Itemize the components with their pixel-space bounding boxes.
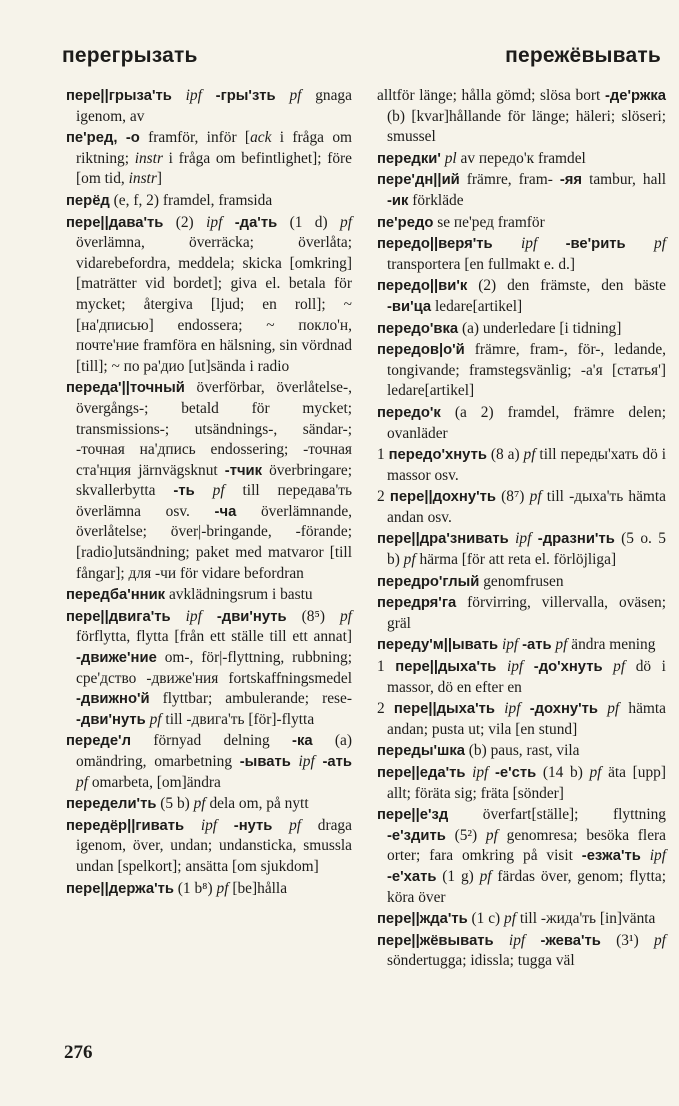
definition-text: transportera [en fullmakt e. d.] xyxy=(387,255,576,273)
definition-text: ändra mening xyxy=(567,636,656,654)
grammar-label: ipf xyxy=(649,847,666,865)
grammar-label: pf xyxy=(607,700,620,718)
dictionary-entry xyxy=(377,763,666,804)
headword: пере||держа'ть xyxy=(66,880,174,897)
subentry-form: -езжа'ть xyxy=(581,848,641,865)
subentry-form: -яя xyxy=(559,172,583,189)
subentry-form: -жева'ть xyxy=(540,932,601,949)
definition-text: (a 2) framdel, främre delen; ovanläder xyxy=(387,403,666,442)
definition-text: (1 d) xyxy=(277,213,341,231)
definition-text xyxy=(493,235,521,252)
column-left xyxy=(66,86,352,900)
definition-text xyxy=(171,608,186,625)
grammar-label: ipf xyxy=(298,753,315,770)
grammar-label: ipf xyxy=(504,700,521,718)
dictionary-entry xyxy=(377,340,666,402)
definition-text: draga igenom, över, undan; undansticka, smussla undan [spelkort]; ansätta [om sjukdom] xyxy=(76,816,352,875)
grammar-label: pf xyxy=(589,764,602,781)
dictionary-entry xyxy=(377,657,666,698)
definition-text: överlämnande, överlåtelse; över|-bringande, -förande; [radio]utsändning; paket med matvaror [till fångar]; для -чи för vidare befordran xyxy=(76,502,352,582)
definition-text: ledare[artikel] xyxy=(431,297,523,315)
headword: пере||е'зд xyxy=(377,807,449,824)
definition-text xyxy=(195,482,213,499)
definition-text: avklädningsrum i bastu xyxy=(165,586,313,604)
definition-text: till -дыха'ть hämta andan osv. xyxy=(387,488,667,526)
headword: передов|о'й xyxy=(377,342,465,359)
definition-text: i fråga om befintlighet]; före [om tid, xyxy=(76,149,353,188)
column-right xyxy=(377,86,666,973)
definition-text xyxy=(603,658,614,675)
dictionary-entry xyxy=(66,879,352,900)
definition-text xyxy=(217,817,234,834)
headword: пере||дра'знивать xyxy=(377,531,509,548)
definition-text: förvirring, villervalla, oväsen; gräl xyxy=(387,594,666,632)
definition-text xyxy=(272,817,289,834)
definition-text xyxy=(202,608,217,625)
definition-text: alltför länge; hålla gömd; slösa bort xyxy=(377,87,605,104)
subentry-form: -ывать xyxy=(239,754,291,770)
definition-text xyxy=(488,764,495,781)
definition-text: (1 c) xyxy=(467,910,505,928)
definition-text: i fråga om riktning; xyxy=(76,129,352,167)
definition-text: (5²) xyxy=(445,826,486,844)
definition-text xyxy=(537,235,565,252)
definition-text xyxy=(202,87,216,104)
dictionary-entry xyxy=(377,149,666,170)
definition-text: 1 xyxy=(377,658,396,676)
dictionary-entry xyxy=(377,909,666,930)
definition-text: (5 o. 5 b) xyxy=(387,530,666,569)
dictionary-entry xyxy=(377,931,666,972)
grammar-label: pf xyxy=(504,910,517,928)
subentry-form: -о xyxy=(125,130,140,147)
grammar-label: pf xyxy=(289,87,302,104)
definition-text: (1 b⁸) xyxy=(173,879,217,897)
grammar-label: pf xyxy=(212,482,225,500)
definition-text: dela om, på nytt xyxy=(205,795,309,813)
headword: передо||ви'к xyxy=(377,278,468,295)
dictionary-entry xyxy=(377,593,666,634)
headword: передря'га xyxy=(377,595,457,612)
subentry-form: -да'ть xyxy=(234,214,278,231)
headword: переде'л xyxy=(66,733,131,750)
definition-text: 2 xyxy=(377,488,390,506)
page-number: 276 xyxy=(64,1042,93,1063)
definition-text xyxy=(496,658,507,675)
headword: пере||жёвывать xyxy=(377,932,494,949)
subentry-form: -дви'нуть xyxy=(216,608,287,625)
grammar-label: pf xyxy=(289,816,302,834)
headword: передки' xyxy=(377,150,441,167)
dictionary-entry xyxy=(377,86,666,148)
definition-text: (3¹) xyxy=(600,931,654,949)
definition-text: [be]hålla xyxy=(228,879,288,897)
subentry-form: -гры'зть xyxy=(215,88,276,104)
running-head-right: пережёвывать xyxy=(505,44,661,67)
headword: передо||веря'ть xyxy=(377,236,493,253)
grammar-label: ack xyxy=(250,129,272,147)
dictionary-entry xyxy=(66,816,352,878)
definition-text xyxy=(495,700,504,717)
headword: передели'ть xyxy=(66,796,157,813)
dictionary-entry xyxy=(66,794,352,815)
dictionary-entry xyxy=(66,191,352,212)
dictionary-entry xyxy=(377,635,666,656)
dictionary-entry xyxy=(377,403,666,444)
grammar-label: ipf xyxy=(185,87,202,104)
definition-text: flyttbar; ambulerande; rese- xyxy=(149,690,352,708)
definition-text: omarbeta, [om]ändra xyxy=(87,773,221,791)
grammar-label: pl xyxy=(444,149,457,167)
headword: пе'редо xyxy=(377,214,434,231)
definition-text xyxy=(172,87,186,104)
headword: пере||еда'ть xyxy=(377,765,466,781)
grammar-label: pf xyxy=(555,636,568,654)
subentry-form: -ви'ца xyxy=(387,298,432,315)
definition-text: härma [för att reta el. förlöjliga] xyxy=(415,551,617,569)
subentry-form: -ать xyxy=(322,754,352,770)
headword: передро'глый xyxy=(377,573,480,590)
subentry-form: -движно'й xyxy=(76,691,150,708)
subentry-form: -дразни'ть xyxy=(537,531,615,548)
dictionary-entry xyxy=(377,741,666,762)
dictionary-entry xyxy=(377,170,666,211)
grammar-label: pf xyxy=(76,773,88,791)
subentry-form: -ик xyxy=(387,192,409,209)
dictionary-entry xyxy=(377,487,666,528)
headword: передба'нник xyxy=(66,587,166,604)
subentry-form: -е'хать xyxy=(387,868,437,885)
grammar-label: pf xyxy=(193,795,206,813)
definition-text xyxy=(525,932,540,949)
definition-text: förflytta, flytta [från ett ställe till ett annat] xyxy=(76,628,352,646)
definition-text: (8 a) xyxy=(486,446,524,464)
definition-text: 1 xyxy=(377,446,389,464)
dictionary-entry xyxy=(377,572,666,593)
grammar-label: pf xyxy=(149,710,162,728)
headword: перёд xyxy=(66,192,110,209)
grammar-label: ipf xyxy=(520,235,538,253)
grammar-label: pf xyxy=(613,658,626,676)
definition-text: (e, f, 2) framdel, framsida xyxy=(109,191,273,209)
definition-text: överbringare; skvallerbytta xyxy=(76,461,353,500)
subentry-form: -тчик xyxy=(224,462,263,479)
definition-text: (b) paus, rast, vila xyxy=(464,742,580,760)
subentry-form: -ве'рить xyxy=(565,236,626,253)
definition-text: gnaga igenom, av xyxy=(76,87,352,125)
definition-text: (14 b) xyxy=(536,764,590,781)
definition-text: om-, för|-flyttning, rubbning; сре'дство -движе'ния fortskaffningsmedel xyxy=(76,649,352,687)
grammar-label: ipf xyxy=(506,658,524,676)
definition-text: 2 xyxy=(377,700,394,718)
definition-text: av передо'к framdel xyxy=(456,149,586,167)
definition-text: (5 b) xyxy=(156,795,194,813)
headword: пере||дыха'ть xyxy=(393,701,495,718)
subentry-form: -дохну'ть xyxy=(529,701,598,718)
dictionary-entry xyxy=(377,319,666,340)
subentry-form: -ча xyxy=(214,503,237,520)
headword: пере||дохну'ть xyxy=(389,489,496,506)
grammar-label: pf xyxy=(479,867,492,885)
definition-text: till -двига'ть [för]-flytta xyxy=(161,710,315,728)
definition-text xyxy=(626,235,654,252)
grammar-label: ipf xyxy=(501,636,519,654)
dictionary-entry xyxy=(377,276,666,317)
dictionary-entry xyxy=(377,529,666,570)
grammar-label: ipf xyxy=(508,931,526,949)
headword: переды'шка xyxy=(377,743,465,760)
definition-text: (a) underledare [i tidning] xyxy=(458,319,622,337)
definition-text: förkläde xyxy=(408,191,464,209)
definition-text xyxy=(520,700,529,717)
subentry-form: -ть xyxy=(173,483,195,500)
dictionary-entry xyxy=(377,699,666,740)
grammar-label: pf xyxy=(654,235,666,253)
dictionary-entry xyxy=(377,445,666,486)
definition-text: överförbar, överlåtelse-, övergångs-; betald för mycket; transmissions-; utsändnings-, sändar-; -точная на'дпись endossering; -точная ста'нция järnvägsknut xyxy=(76,379,352,479)
grammar-label: instr xyxy=(134,149,163,167)
grammar-label: ipf xyxy=(515,530,532,548)
grammar-label: pf xyxy=(340,213,352,231)
subentry-form: -нуть xyxy=(233,817,273,834)
definition-text xyxy=(222,214,234,231)
running-head-left: перегрызать xyxy=(62,44,198,67)
definition-text: (8⁷) xyxy=(495,488,530,506)
definition-text: främre, fram-, för-, ledande, tongivande; framstegsvänlig; -а'я [статья'] ledare[artikel] xyxy=(387,341,666,400)
definition-text: (2) den främste, den bäste xyxy=(467,277,666,295)
definition-text xyxy=(494,932,509,949)
definition-text: färdas över, genom; flytta; köra över xyxy=(387,867,666,906)
grammar-label: ipf xyxy=(200,816,218,834)
headword: передёр||гивать xyxy=(66,817,185,834)
subentry-form: -движе'ние xyxy=(76,650,157,667)
dictionary-entry xyxy=(66,86,352,127)
headword: пере||двига'ть xyxy=(66,608,171,625)
headword: пе'ред, xyxy=(66,130,118,147)
definition-text: se пе'ред framför xyxy=(433,213,545,231)
definition-text: överlämna, överräcka; överlåta; vidarebefordra, meddela; skicka [omkring] [maträtter vid bordet]; giva el. betala för mycket; återgiva [ljud; en roll]; ~ [на'дписью] endossera; ~ покло'н, почте'ние framföra en hälsning, sin vördnad [till]; ~ по ра'дио [ut]sända i radio xyxy=(76,234,352,375)
definition-text xyxy=(523,658,534,675)
grammar-label: pf xyxy=(523,446,536,464)
subentry-form: -дви'нуть xyxy=(76,711,146,728)
dictionary-entry xyxy=(66,378,352,584)
definition-text: hämta andan; pusta ut; vila [en stund] xyxy=(387,700,667,738)
definition-text xyxy=(291,753,299,770)
subentry-form: -е'здить xyxy=(387,827,446,844)
dictionary-entry xyxy=(377,213,666,234)
headword: пере'дн||ий xyxy=(377,172,460,189)
headword: пере||дава'ть xyxy=(66,214,164,231)
grammar-label: pf xyxy=(403,551,416,569)
definition-text: förnyad delning xyxy=(130,732,293,750)
definition-text: genomresa; besöka flera orter; fara omkring på visit xyxy=(387,826,666,865)
definition-text: främre, fram- xyxy=(459,171,560,189)
grammar-label: pf xyxy=(339,607,352,625)
definition-text xyxy=(598,700,607,717)
headword: пере||дыха'ть xyxy=(395,659,497,676)
definition-text: (b) [kvar]hållande för länge; häleri; slöseri; smussel xyxy=(387,107,666,146)
dictionary-entry xyxy=(377,805,666,908)
definition-text: till -жида'ть [in]vänta xyxy=(516,910,656,928)
dictionary-entry xyxy=(377,234,666,275)
headword: передо'хнуть xyxy=(388,447,487,464)
definition-text: till передава'ть överlämna osv. xyxy=(76,482,353,520)
definition-text: tambur, hall xyxy=(582,171,666,189)
subentry-form: -де'ржка xyxy=(604,88,666,104)
definition-text: ] xyxy=(156,170,162,188)
grammar-label: instr xyxy=(128,170,157,188)
grammar-label: pf xyxy=(653,931,666,949)
definition-text: (8⁵) xyxy=(286,607,340,625)
dictionary-entry xyxy=(66,585,352,606)
grammar-label: ipf xyxy=(472,764,489,781)
grammar-label: pf xyxy=(529,488,542,506)
grammar-label: pf xyxy=(485,826,498,844)
dictionary-entry xyxy=(66,213,352,378)
headword: переду'м||ывать xyxy=(377,637,499,654)
definition-text: (1 g) xyxy=(436,867,480,885)
definition-text: äta [upp] allt; föräta sig; fräta [sönder] xyxy=(387,764,666,802)
definition-text: framför, inför [ xyxy=(139,129,251,147)
grammar-label: pf xyxy=(216,879,229,897)
dictionary-entry xyxy=(66,128,352,190)
definition-text: (2) xyxy=(163,213,207,231)
headword: пере||жда'ть xyxy=(377,911,468,928)
definition-text xyxy=(276,87,290,104)
definition-text xyxy=(184,817,201,834)
definition-text: söndertugga; idissla; tugga väl xyxy=(387,952,575,970)
definition-text: genomfrusen xyxy=(479,572,564,590)
definition-text: (a) omändring, omarbetning xyxy=(76,732,352,770)
grammar-label: ipf xyxy=(206,213,223,231)
headword: передо'вка xyxy=(377,320,459,337)
headword: пере||грыза'ть xyxy=(66,88,172,104)
definition-text xyxy=(641,847,650,864)
dictionary-entry xyxy=(66,731,352,793)
definition-text: dö i massor, dö en efter en xyxy=(387,658,666,696)
headword: передо'к xyxy=(377,404,441,421)
dictionary-entry xyxy=(66,607,352,731)
subentry-form: -ать xyxy=(522,637,552,654)
subentry-form: -до'хнуть xyxy=(533,659,603,676)
subentry-form: -е'сть xyxy=(494,765,537,781)
definition-text: överfart[ställe]; flyttning xyxy=(448,806,666,824)
headword: переда'||точный xyxy=(66,380,185,397)
definition-text xyxy=(117,129,125,146)
subentry-form: -ка xyxy=(292,733,313,750)
definition-text: till переды'хать dö i massor osv. xyxy=(387,446,666,484)
grammar-label: ipf xyxy=(185,607,202,625)
